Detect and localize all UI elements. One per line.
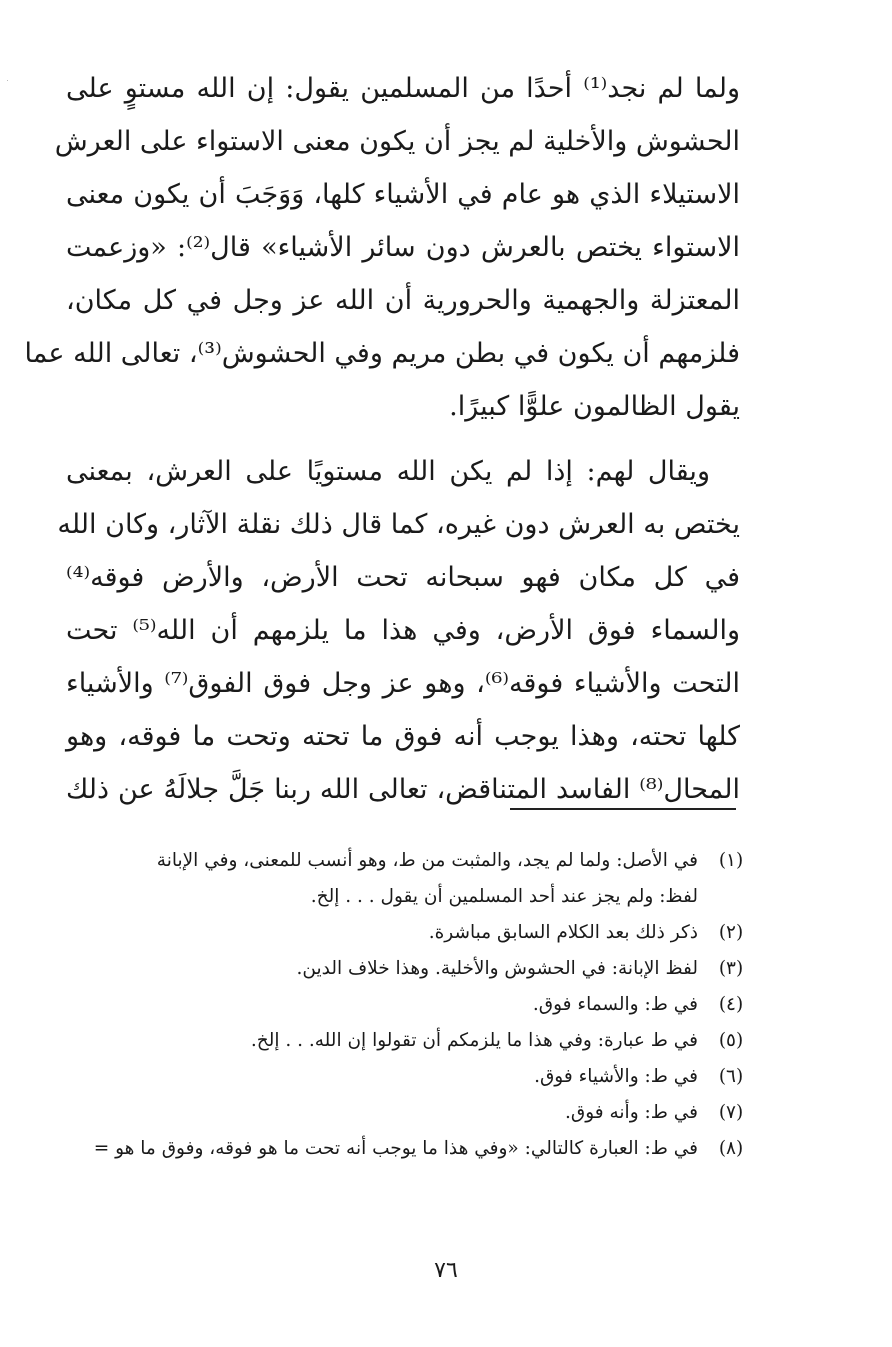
text-line: المحال⁽⁸⁾ الفاسد المتناقض، تعالى الله ربنا جَلَّ جلالَهُ عن ذلك — [66, 774, 740, 805]
footnote-text — [40, 843, 698, 915]
footnote-number: (٥) — [718, 1030, 744, 1051]
footnote-text — [40, 1095, 698, 1131]
footnote — [40, 1131, 752, 1167]
text-line: يقول الظالمون علوًّا كبيرًا. — [449, 391, 740, 422]
footnote-number: (٦) — [718, 1066, 744, 1087]
footnote-text — [40, 1131, 698, 1167]
footnote — [40, 915, 752, 951]
footnote-line: ذكر ذلك بعد الكلام السابق مباشرة. — [428, 922, 698, 943]
footnote-line: في ط: العبارة كالتالي: «وفي هذا ما يوجب أنه تحت ما هو فوقه، وفوق ما هو = — [93, 1138, 698, 1159]
main-text — [24, 62, 740, 816]
footnote-line: لفظ: ولم يجز عند أحد المسلمين أن يقول . . . إلخ. — [310, 886, 698, 907]
text-line: والسماء فوق الأرض، وفي هذا ما يلزمهم أن الله⁽⁵⁾ تحت — [66, 615, 740, 646]
text-line: الحشوش والأخلية لم يجز أن يكون معنى الاستواء على العرش — [54, 126, 740, 157]
footnote — [40, 1023, 752, 1059]
footnote-line: في الأصل: ولما لم يجد، والمثبت من ط، وهو أنسب للمعنى، وفي الإبانة — [156, 850, 698, 871]
text-line: المعتزلة والجهمية والحرورية أن الله عز وجل في كل مكان، — [66, 285, 740, 316]
text-line: ولما لم نجد⁽¹⁾ أحدًا من المسلمين يقول: إن الله مستوٍ على — [66, 73, 740, 104]
footnote-number: (٤) — [718, 994, 744, 1015]
footnote-line: في ط: وأنه فوق. — [564, 1102, 698, 1123]
page-number: ٧٦ — [434, 1258, 458, 1283]
footnote-line: في ط عبارة: وفي هذا ما يلزمكم أن تقولوا إن الله. . . إلخ. — [250, 1030, 698, 1051]
footnote-number: (٨) — [718, 1138, 744, 1159]
footnote — [40, 951, 752, 987]
footnote-text — [40, 987, 698, 1023]
footnote-number: (٣) — [718, 958, 744, 979]
footnote — [40, 1095, 752, 1131]
footnote-line: لفظ الإبانة: في الحشوش والأخلية. وهذا خلاف الدين. — [296, 958, 698, 979]
footnote-line: في ط: والأشياء فوق. — [534, 1066, 698, 1087]
footnotes — [40, 843, 752, 1167]
footnote — [40, 987, 752, 1023]
footnote-line: في ط: والسماء فوق. — [532, 994, 698, 1015]
paragraph — [57, 445, 740, 816]
text-line: الاستواء يختص بالعرش دون سائر الأشياء» قال⁽²⁾: «وزعمت — [66, 232, 740, 263]
scan-speck — [7, 80, 8, 81]
paragraph — [24, 62, 740, 433]
footnote-number: (٢) — [718, 922, 744, 943]
footnote-text — [40, 915, 698, 951]
text-line: الاستيلاء الذي هو عام في الأشياء كلها، وَوَجَبَ أن يكون معنى — [66, 179, 740, 210]
text-line: التحت والأشياء فوقه⁽⁶⁾، وهو عز وجل فوق الفوق⁽⁷⁾ والأشياء — [66, 668, 740, 699]
text-line: كلها تحته، وهذا يوجب أنه فوق ما تحته وتحت ما فوقه، وهو — [66, 721, 740, 752]
text-line: في كل مكان فهو سبحانه تحت الأرض، والأرض فوقه⁽⁴⁾ — [66, 562, 740, 593]
text-line: يختص به العرش دون غيره، كما قال ذلك نقلة الآثار، وكان الله — [57, 509, 740, 540]
footnote-text — [40, 951, 698, 987]
text-line: فلزمهم أن يكون في بطن مريم وفي الحشوش⁽³⁾، تعالى الله عما — [24, 338, 740, 369]
footnote — [40, 1059, 752, 1095]
footnote-text — [40, 1023, 698, 1059]
text-line: ويقال لهم: إذا لم يكن الله مستويًا على العرش، بمعنى — [66, 456, 710, 487]
footnote-number: (١) — [718, 850, 744, 871]
footnote — [40, 843, 752, 915]
footnote-separator — [510, 808, 736, 810]
footnote-number: (٧) — [718, 1102, 744, 1123]
footnote-text — [40, 1059, 698, 1095]
